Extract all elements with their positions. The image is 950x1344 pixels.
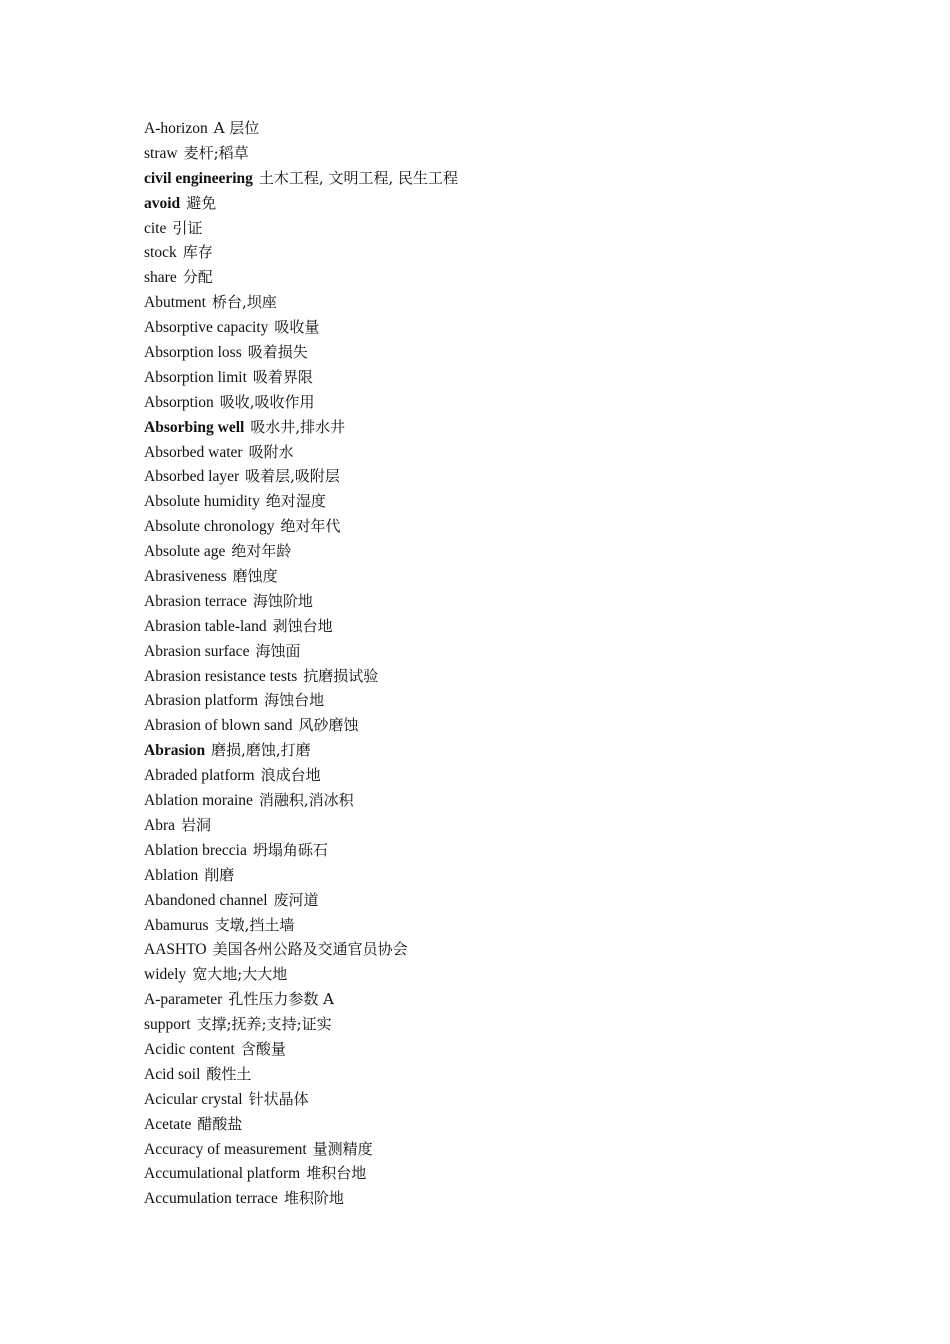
- entry-meaning: 吸着层,吸附层: [245, 467, 340, 486]
- entry-meaning: 吸收量: [274, 318, 320, 337]
- glossary-entry: [144, 1062, 844, 1087]
- glossary-entry: [144, 1137, 844, 1162]
- entry-meaning: 坍塌角砾石: [252, 840, 328, 859]
- glossary-entry: [144, 664, 844, 689]
- entry-meaning: 宽大地;大大地: [192, 965, 288, 984]
- entry-term: Acidic content: [144, 1040, 235, 1058]
- entry-meaning: 海蚀台地: [264, 691, 325, 710]
- entry-meaning: 海蚀面: [255, 641, 301, 660]
- entry-term: Absorption limit: [144, 368, 247, 386]
- entry-meaning: 绝对年龄: [231, 542, 292, 561]
- glossary-entry: [144, 1087, 844, 1112]
- glossary-entry: [144, 514, 844, 539]
- entry-meaning: 酸性土: [206, 1064, 252, 1083]
- glossary-entry: [144, 937, 844, 962]
- entry-meaning: 避免: [186, 193, 217, 212]
- entry-meaning: 浪成台地: [260, 766, 321, 785]
- entry-meaning: 风砂磨蚀: [298, 716, 359, 735]
- glossary-entry: [144, 639, 844, 664]
- glossary-entry: [144, 290, 844, 315]
- entry-term: Abrasion: [144, 742, 206, 760]
- entry-term: share: [144, 269, 177, 287]
- entry-meaning: A 层位: [213, 119, 260, 137]
- entry-term: Abrasion table-land: [144, 617, 267, 635]
- glossary-entry: [144, 390, 844, 415]
- glossary-entry: [144, 788, 844, 813]
- entry-term: Absolute chronology: [144, 518, 275, 536]
- glossary-entry: [144, 191, 844, 216]
- entry-meaning: 土木工程, 文明工程, 民生工程: [258, 168, 458, 187]
- entry-meaning: 绝对湿度: [265, 492, 326, 511]
- entry-term: A-parameter: [144, 991, 223, 1009]
- entry-term: Absolute age: [144, 543, 226, 561]
- glossary-entry: [144, 763, 844, 788]
- entry-term: Abra: [144, 816, 175, 834]
- glossary-entry: [144, 962, 844, 987]
- glossary-entry: [144, 340, 844, 365]
- entry-term: Abamurus: [144, 916, 209, 934]
- glossary-entry: [144, 738, 844, 763]
- entry-meaning: 吸着界限: [252, 367, 313, 386]
- entry-term: Ablation breccia: [144, 841, 247, 859]
- entry-term: AASHTO: [144, 941, 207, 959]
- glossary-list: [144, 116, 844, 1211]
- glossary-entry: [144, 539, 844, 564]
- glossary-entry: [144, 1012, 844, 1037]
- glossary-entry: [144, 813, 844, 838]
- entry-term: A-horizon: [144, 120, 208, 137]
- entry-term: Accumulational platform: [144, 1165, 301, 1183]
- entry-term: Absorbed water: [144, 443, 243, 461]
- entry-meaning: 针状晶体: [248, 1089, 309, 1108]
- entry-meaning: 分配: [182, 268, 213, 287]
- entry-meaning: 堆积台地: [306, 1164, 367, 1183]
- glossary-entry: [144, 1186, 844, 1211]
- entry-meaning: 美国各州公路及交通官员协会: [212, 940, 408, 959]
- glossary-entry: [144, 216, 844, 241]
- entry-meaning: 含酸量: [240, 1039, 286, 1058]
- glossary-entry: [144, 489, 844, 514]
- entry-meaning: 库存: [182, 243, 213, 262]
- entry-meaning: 绝对年代: [280, 517, 341, 536]
- entry-meaning: 吸着损失: [247, 343, 308, 362]
- entry-term: Abrasion resistance tests: [144, 667, 298, 685]
- glossary-entry: [144, 464, 844, 489]
- glossary-entry: [144, 987, 844, 1012]
- entry-term: civil engineering: [144, 169, 253, 187]
- glossary-entry: [144, 838, 844, 863]
- entry-meaning: 量测精度: [312, 1139, 373, 1158]
- entry-term: Abrasiveness: [144, 568, 227, 586]
- entry-term: Absolute humidity: [144, 493, 260, 511]
- glossary-entry: [144, 863, 844, 888]
- entry-meaning: 吸附水: [248, 442, 294, 461]
- entry-term: avoid: [144, 194, 181, 212]
- entry-term: Acid soil: [144, 1065, 201, 1083]
- entry-meaning: 消融积,消冰积: [258, 791, 354, 810]
- entry-term: Absorbed layer: [144, 468, 240, 486]
- entry-term: Abrasion terrace: [144, 592, 247, 610]
- glossary-entry: [144, 564, 844, 589]
- entry-term: support: [144, 1016, 191, 1034]
- entry-meaning: 岩洞: [181, 815, 212, 834]
- entry-term: Ablation moraine: [144, 792, 253, 810]
- entry-meaning: 支墩,挡土墙: [214, 915, 295, 934]
- glossary-entry: [144, 713, 844, 738]
- entry-meaning: 支撑;抚养;支持;证实: [196, 1015, 332, 1034]
- entry-meaning: 醋酸盐: [197, 1114, 243, 1133]
- entry-meaning: 废河道: [273, 890, 319, 909]
- glossary-entry: [144, 141, 844, 166]
- glossary-entry: [144, 116, 844, 141]
- glossary-entry: [144, 1112, 844, 1137]
- entry-meaning: 桥台,坝座: [212, 293, 277, 312]
- entry-term: Absorption: [144, 393, 214, 411]
- entry-term: straw: [144, 144, 178, 162]
- entry-term: Accumulation terrace: [144, 1190, 278, 1208]
- entry-meaning: 堆积阶地: [283, 1189, 344, 1208]
- entry-term: Abrasion platform: [144, 692, 259, 710]
- glossary-entry: [144, 1161, 844, 1186]
- entry-term: Absorbing well: [144, 418, 245, 436]
- entry-term: Accuracy of measurement: [144, 1140, 307, 1158]
- glossary-entry: [144, 440, 844, 465]
- entry-meaning: 削磨: [204, 865, 235, 884]
- entry-term: Abrasion of blown sand: [144, 717, 293, 735]
- glossary-entry: [144, 315, 844, 340]
- glossary-entry: [144, 589, 844, 614]
- glossary-entry: [144, 240, 844, 265]
- entry-meaning: 孔性压力参数 A: [228, 990, 334, 1009]
- entry-term: Abutment: [144, 294, 206, 312]
- glossary-entry: [144, 913, 844, 938]
- entry-meaning: 吸水井,排水井: [250, 417, 346, 436]
- entry-term: Absorptive capacity: [144, 319, 269, 337]
- glossary-entry: [144, 365, 844, 390]
- glossary-entry: [144, 166, 844, 191]
- entry-term: stock: [144, 244, 177, 262]
- entry-term: cite: [144, 219, 167, 237]
- entry-meaning: 抗磨损试验: [303, 666, 379, 685]
- entry-term: Acetate: [144, 1115, 192, 1133]
- entry-term: Abraded platform: [144, 767, 255, 785]
- entry-meaning: 剥蚀台地: [272, 616, 333, 635]
- glossary-entry: [144, 415, 844, 440]
- entry-term: Abandoned channel: [144, 891, 268, 909]
- glossary-entry: [144, 1037, 844, 1062]
- glossary-entry: [144, 688, 844, 713]
- entry-term: Abrasion surface: [144, 642, 250, 660]
- glossary-entry: [144, 614, 844, 639]
- entry-meaning: 磨蚀度: [232, 567, 278, 586]
- entry-meaning: 海蚀阶地: [252, 591, 313, 610]
- entry-term: Acicular crystal: [144, 1090, 243, 1108]
- entry-meaning: 吸收,吸收作用: [219, 392, 315, 411]
- entry-term: Ablation: [144, 866, 199, 884]
- glossary-entry: [144, 265, 844, 290]
- glossary-entry: [144, 888, 844, 913]
- entry-term: widely: [144, 966, 187, 984]
- entry-meaning: 麦杆;稻草: [183, 143, 249, 162]
- entry-term: Absorption loss: [144, 344, 242, 362]
- entry-meaning: 磨损,磨蚀,打磨: [211, 741, 311, 760]
- entry-meaning: 引证: [172, 218, 203, 237]
